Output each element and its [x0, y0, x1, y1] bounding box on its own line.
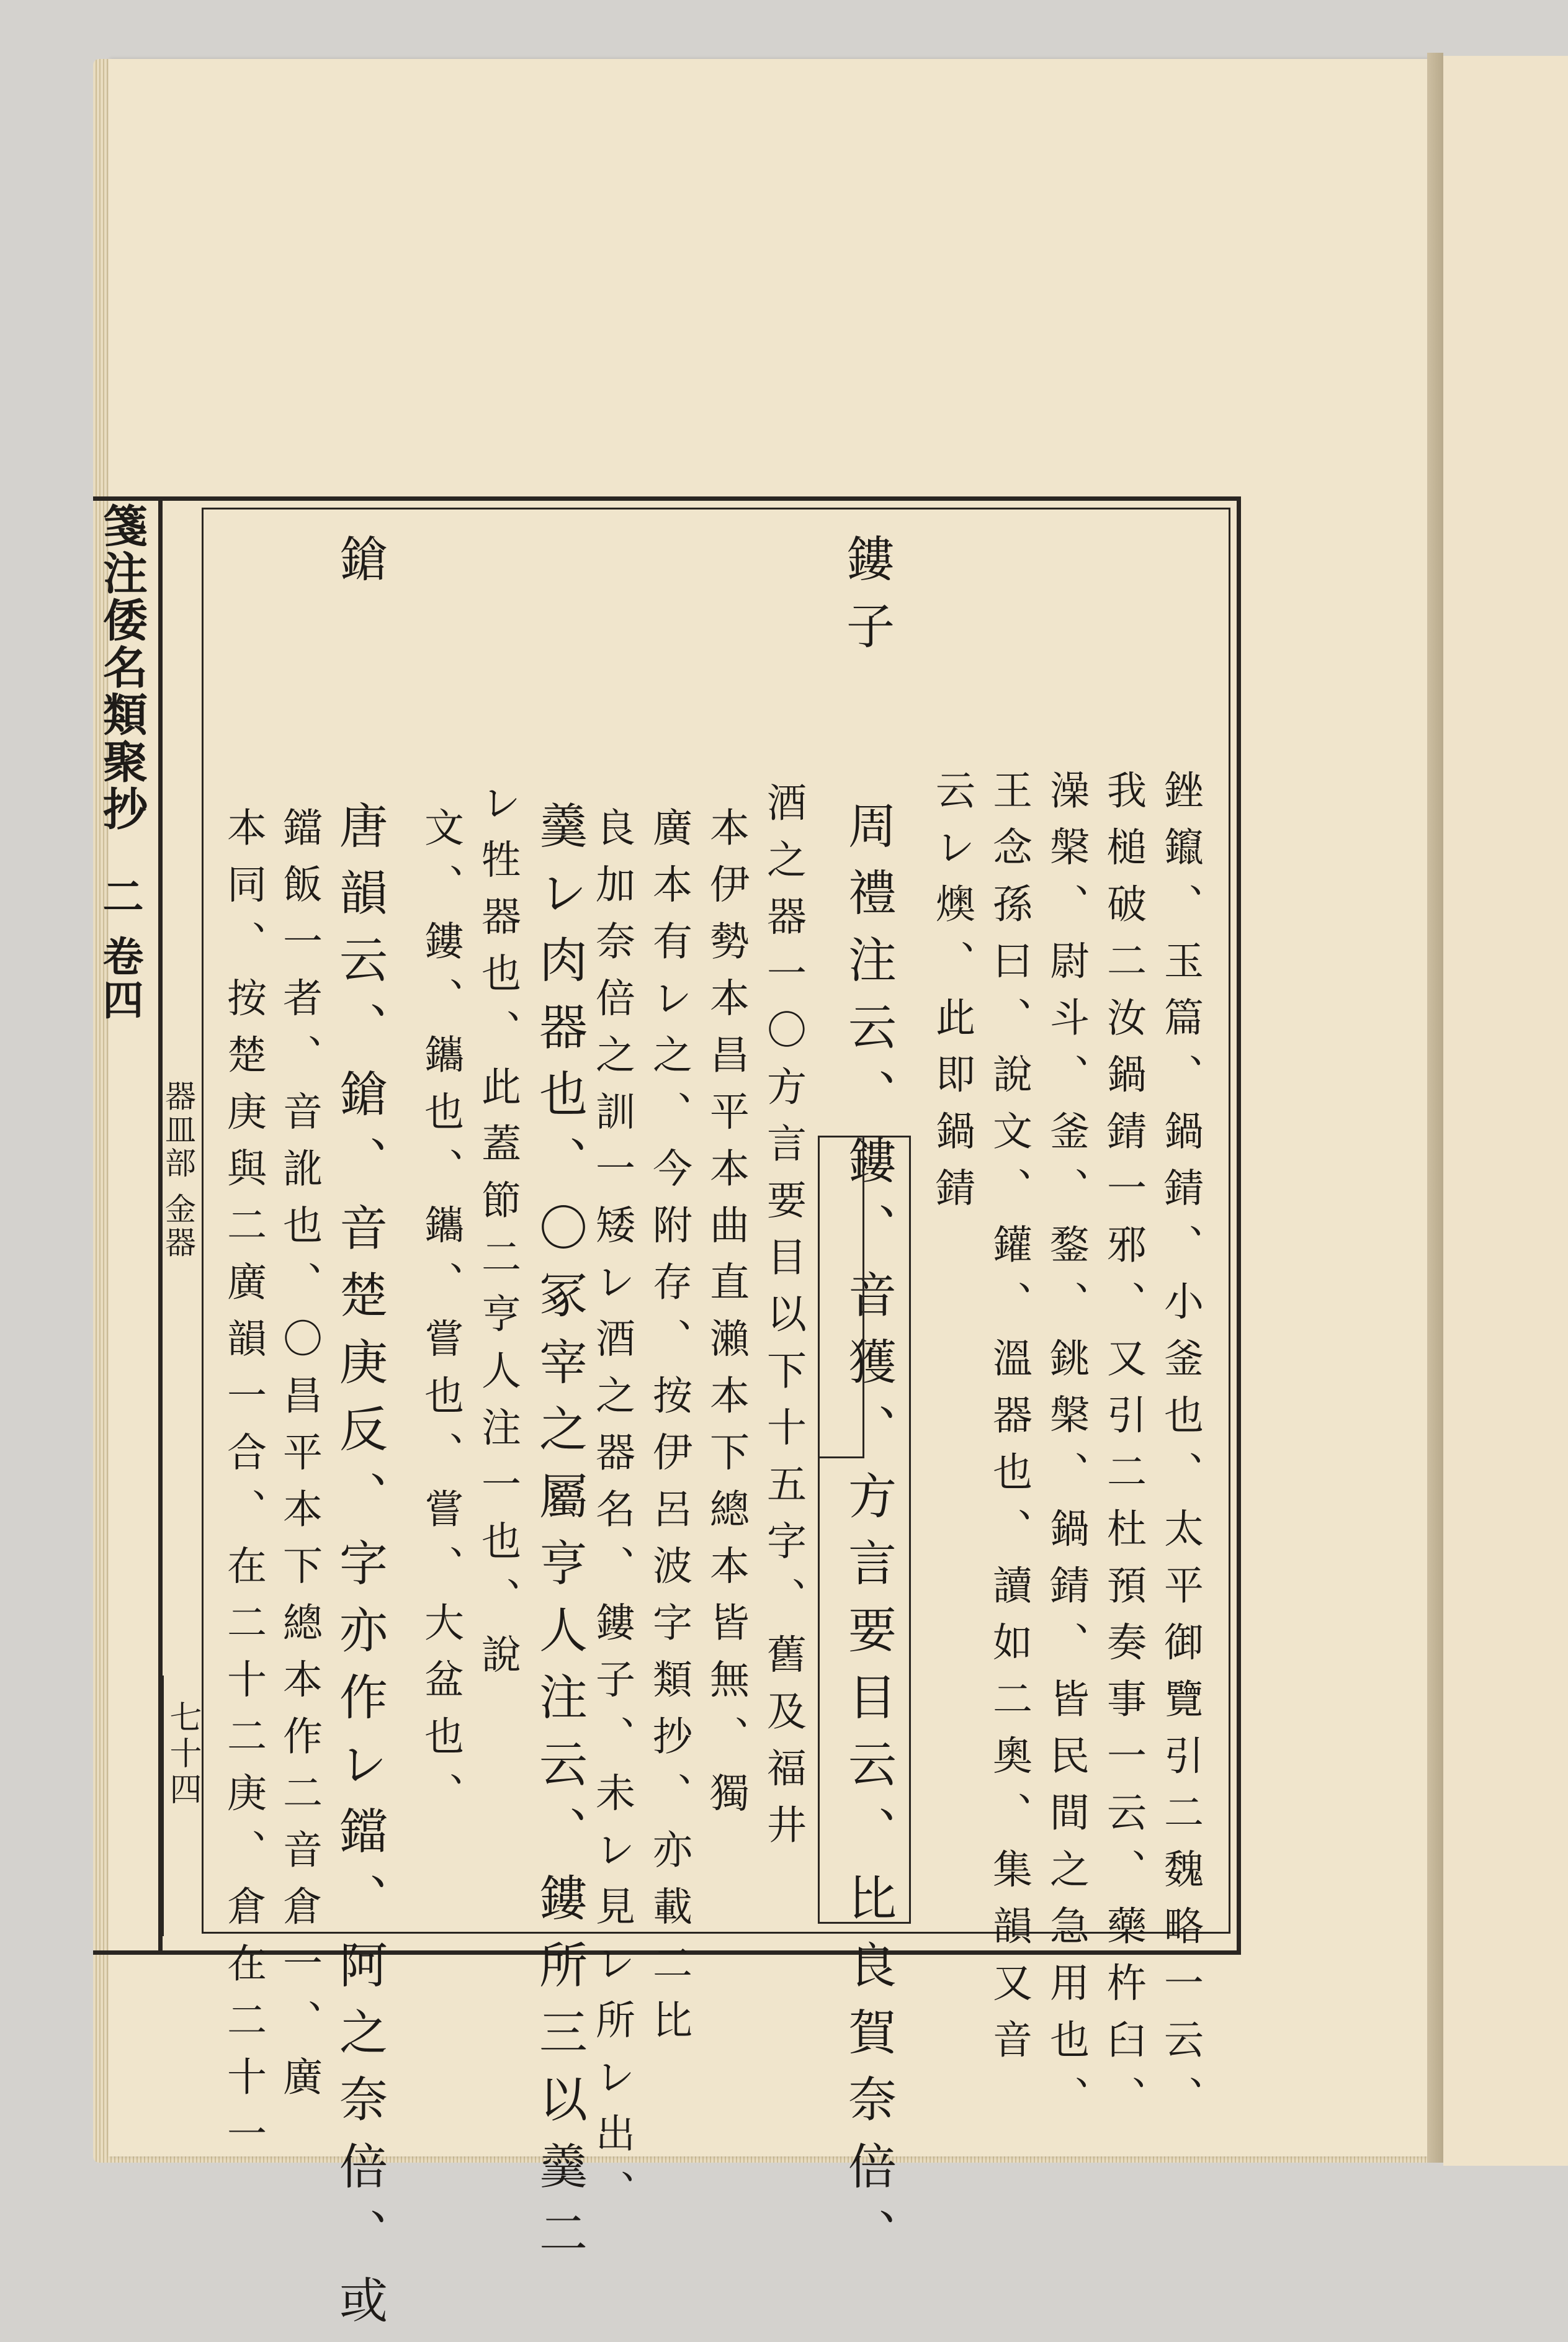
text-column-15: 唐韻云、鎗、音楚庚反、字亦作レ鐺、阿之奈倍、或: [331, 801, 387, 2342]
headword-2: 鎗: [331, 534, 387, 601]
text-column-4: 王念孫曰、說文、鑵、溫器也、讀如二奧、集韻又音: [986, 769, 1032, 2076]
text-column-8: 酒之器一〇方言要目以下十五字、舊及福井: [760, 782, 806, 1861]
text-column-9: 本伊勢本昌平本曲直瀨本下總本皆無、獨: [703, 807, 749, 1829]
text-column-17: 本同、按楚庚與二廣韻一合、在二十二庚、倉在二十一: [220, 807, 266, 2169]
volume-label: 二 卷四: [96, 875, 144, 1022]
text-column-1: 銼鑹、玉篇、鍋錆、小釜也、太平御覽引二魏略一云、: [1157, 769, 1203, 2132]
book-title: 箋注倭名類聚抄: [96, 503, 148, 833]
page-number: 七十四: [164, 1700, 201, 1808]
text-column-7: 周禮注云、鏤、音獲、方言要目云、比良賀奈倍、: [840, 801, 896, 2275]
text-column-5: 云レ燠、此即鍋錆: [929, 769, 975, 1224]
text-column-10: 廣本有レ之、今附存、按伊呂波字類抄、亦載二比: [646, 807, 692, 2056]
facing-page: [1443, 56, 1568, 2166]
section-label: 器皿部 金器: [160, 1080, 196, 1260]
text-column-11: 良加奈倍之訓一矮レ酒之器名、鏤子、未レ見レ所レ出、: [589, 807, 635, 2227]
headword-1: 鏤子: [838, 534, 894, 668]
text-column-2: 我槌破二汝鍋錆一邪、又引二杜預奏事一云、藥杵臼、: [1100, 769, 1146, 2132]
text-column-14: 文、鏤、鑴也、鑴、嘗也、嘗、大盆也、: [418, 807, 464, 1829]
text-column-3: 澡槃、尉斗、釜、鍪、銚槃、鍋錆、皆民間之急用也、: [1043, 769, 1089, 2132]
text-column-12: 羹レ肉器也、〇冢宰之屬亨人注云、鏤所三以羹二: [531, 801, 587, 2275]
text-column-16: 鐺飯一者、音訛也、〇昌平本下總本作二音倉一、廣: [276, 807, 322, 2113]
text-column-13: レ牲器也、此蓋節二亨人注一也、說: [475, 782, 521, 1690]
book-gutter: [1427, 53, 1443, 2163]
boxed-note-frame-left: [818, 1136, 864, 1458]
